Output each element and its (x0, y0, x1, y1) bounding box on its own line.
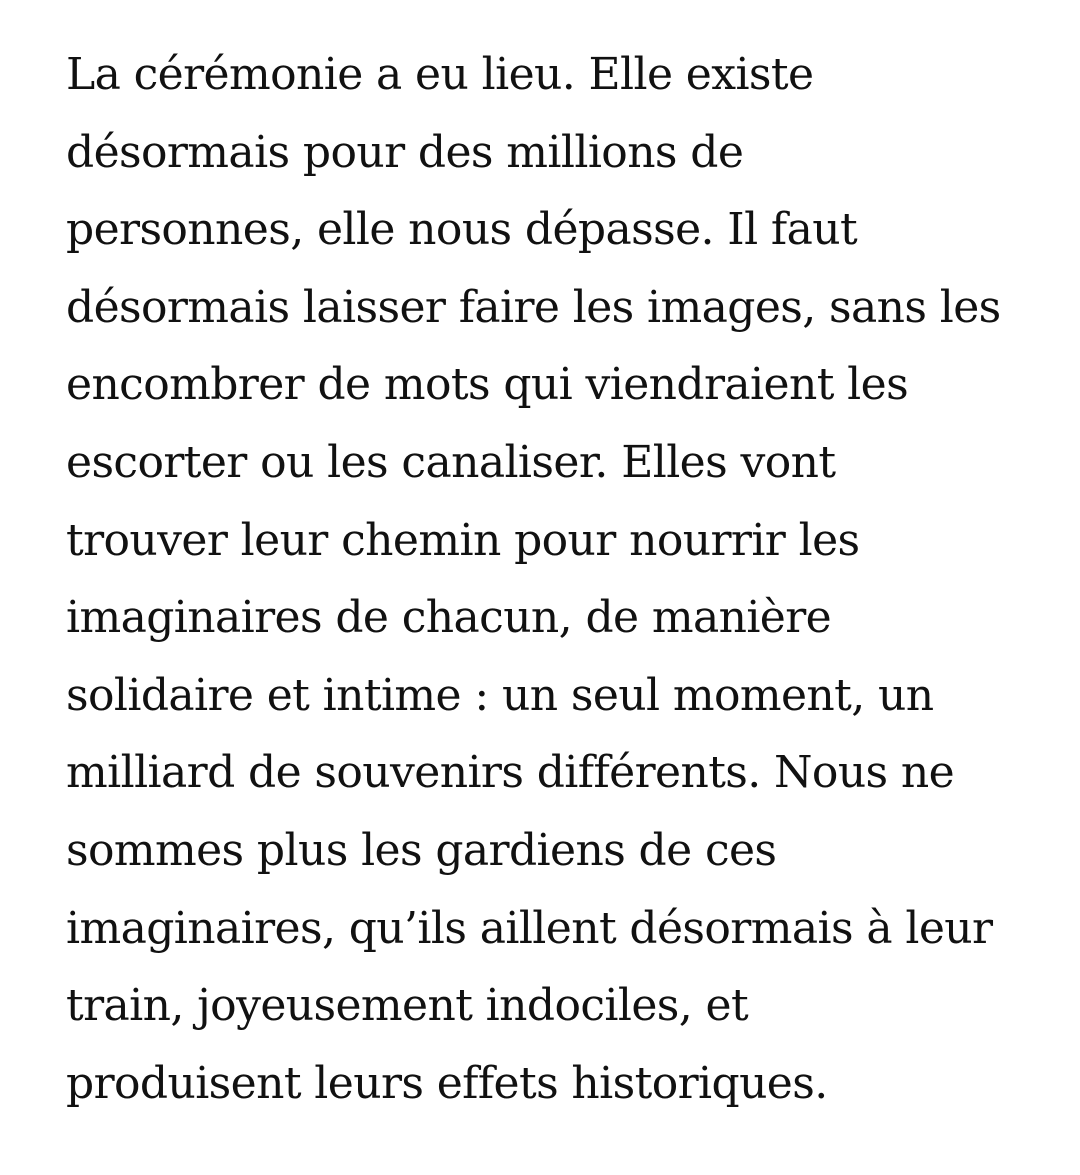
paragraph-line: désormais laisser faire les images, sans les (66, 281, 1001, 333)
paragraph-line: imaginaires, qu’ils aillent désormais à leur (66, 902, 993, 954)
paragraph-line: encombrer de mots qui viendraient les (66, 359, 909, 411)
paragraph-line: sommes plus les gardiens de ces (66, 824, 777, 876)
paragraph-line: personnes, elle nous dépasse. Il faut (66, 204, 858, 256)
paragraph-line: milliard de souvenirs différents. Nous ne (66, 747, 955, 799)
paragraph-line: désormais pour des millions de (66, 126, 744, 178)
paragraph-line: produisent leurs effets historiques. (66, 1057, 828, 1109)
article-paragraph (66, 36, 1056, 1122)
paragraph-line: train, joyeusement indociles, et (66, 980, 749, 1032)
paragraph-line: trouver leur chemin pour nourrir les (66, 514, 860, 566)
paragraph-line: escorter ou les canaliser. Elles vont (66, 436, 836, 488)
paragraph-line: La cérémonie a eu lieu. Elle existe (66, 49, 814, 100)
paragraph-line: solidaire et intime : un seul moment, un (66, 669, 934, 721)
paragraph-line: imaginaires de chacun, de manière (66, 592, 832, 644)
